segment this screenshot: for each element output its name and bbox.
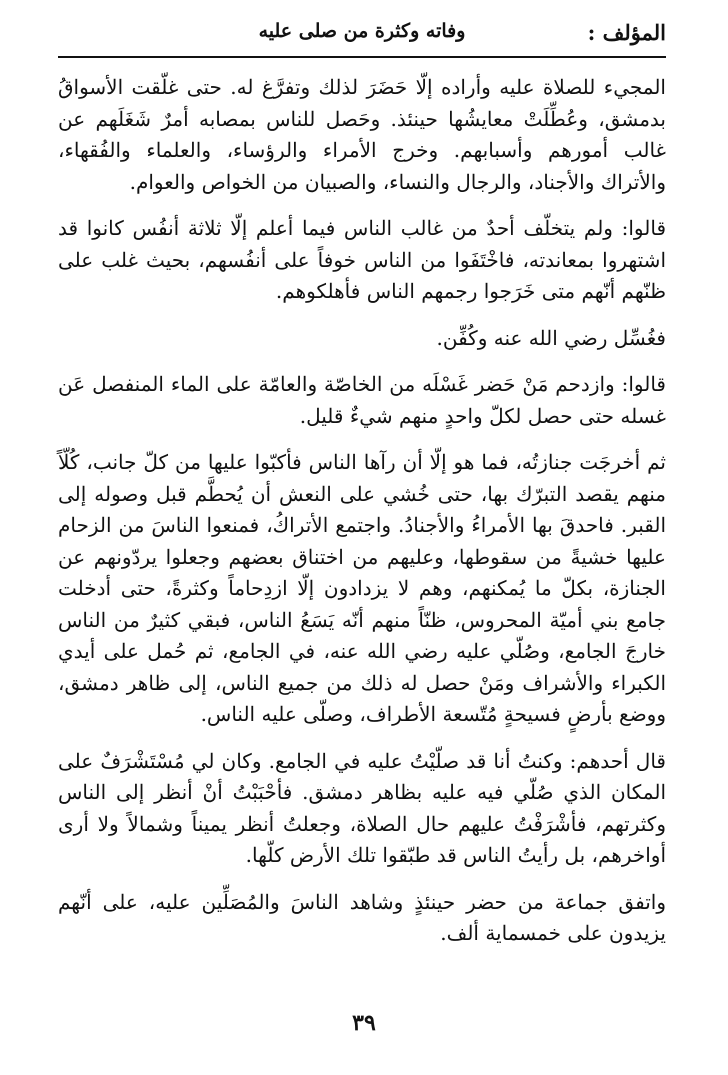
page-number: ٣٩ xyxy=(352,1010,376,1036)
paragraph-2: قالوا: ولم يتخلّف أحدٌ من غالب الناس فيما أعلم إلّا ثلاثة أنفُس كانوا قد اشتهروا بمعاندته، فاخْتَفَوا من الناس خوفاً على أنفُسهم، بحيث غلب على ظنّهم أنّهم متى خَرَجوا رجمهم الناس فأهلكوهم. xyxy=(58,216,666,303)
paragraph-5: ثم أخرجَت جنازتُه، فما هو إلّا أن رآها الناس فأكبّوا عليها من كلّ جانب، كُلّاً منهم يقصد التبرّك بها، حتى خُشي على النعش أن يُحطَّم قبل وصوله إلى القبر. فاحدقَ بها الأمراءُ والأجنادُ. واجتمع الأتراكُ، فمنعوا الناسَ من الزحام عليها خشيةً من سقوطها، وعليهم من اختناق بعضهم وجعلوا يردّونهم عن الجنازة، بكلّ ما يُمكنهم، وهم لا يزدادون إلّا ازدِحاماً وكثرةً، حتى أدخلت جامع بني أميّة المحروس، ظنّاً منهم أنّه يَسَعُ الناس، فبقي كثيرٌ من الناس خارجَ الجامع، وصُلّي عليه رضي الله عنه، في الجامع، ثم حُمل على أيدي الكبراء والأشراف ومَنْ حصل له ذلك من جميع الناس، إلى ظاهر دمشق، ووضع بأرضٍ فسيحةٍ مُتّسعة الأطراف، وصلّى عليه الناس. xyxy=(58,450,666,726)
header-divider xyxy=(58,56,666,58)
page-header xyxy=(58,16,666,56)
paragraph-3: فغُسِّل رضي الله عنه وكُفِّن. xyxy=(436,325,666,350)
paragraph-7: واتفق جماعة من حضر حينئذٍ وشاهد الناسَ والمُصَلِّين عليه، على أنّهم يزيدون على خمسماية ألف. xyxy=(58,889,666,945)
paragraph-1: المجيء للصلاة عليه وأراده إلّا حَضَرَ لذلك وتفرَّغ له. حتى غلّقت الأسواقُ بدمشق، وعُطِّلَتْ معايشُها حينئذ. وحَصل للناس بمصابه أمرٌ شَغَلَهم عن غالب أمورهم وأسبابهم. وخرج الأمراء والرؤساء، والعلماء والفُقهاء، والأتراك والأجناد، والرجال والنساء، والصبيان من الخواص والعوام. xyxy=(58,75,666,194)
header-chapter-title: وفاته وكثرة من صلى عليه xyxy=(258,20,466,42)
paragraph-4: قالوا: وازدحم مَنْ حَضر غَسْلَه من الخاصّة والعامّة على الماء المنفصل عَن غسله حتى حصل لكلّ واحدٍ منهم شيءٌ قليل. xyxy=(58,372,666,428)
header-author-label: المؤلف : xyxy=(587,20,666,45)
paragraph-6: قال أحدهم: وكنتُ أنا قد صلّيْتُ عليه في الجامع. وكان لي مُسْتَشْرَفٌ على المكان الذي صُلّي فيه عليه بظاهر دمشق. فأحْبَبْتُ أنْ أنظر إلى الناس وكثرتهم، فأشْرَفْتُ عليهم حال الصلاة، وجعلتُ أنظر يميناً وشمالاً ولا أرى أواخرهم، بل رأيتُ الناس قد طبّقوا تلك الأرض كلّها. xyxy=(58,748,666,867)
page-body xyxy=(58,72,666,965)
